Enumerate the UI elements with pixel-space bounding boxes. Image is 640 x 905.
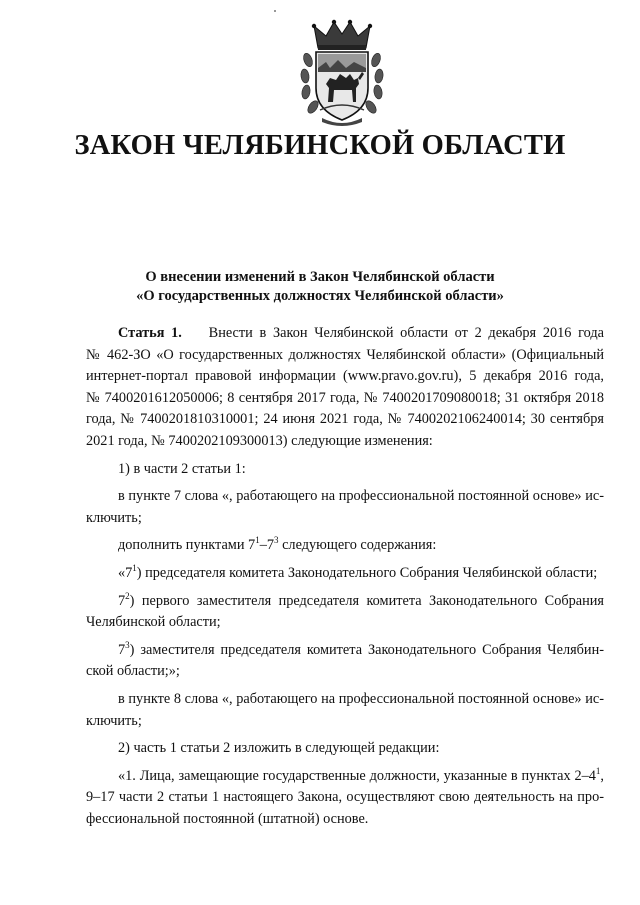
clause-line: ской области;»; <box>86 663 180 680</box>
clause-line <box>86 640 604 662</box>
article-number: Статья 1. <box>118 325 182 341</box>
law-title: ЗАКОН ЧЕЛЯБИНСКОЙ ОБЛАСТИ <box>74 130 566 161</box>
clause-7-2 <box>86 591 604 634</box>
coat-of-arms-icon <box>296 18 388 128</box>
article-line-3: интернет-портал правовой информации (www.pravo.gov.ru), 5 декабря 2016 года, <box>86 368 604 385</box>
clause-line <box>86 591 604 613</box>
clause-line <box>86 766 604 788</box>
clause-text: –7 <box>259 537 275 554</box>
clause-line: Челябинской области; <box>86 614 221 631</box>
item-clause-7-amend <box>86 486 604 529</box>
article-text-line: Внести в Закон Челябинской области от 2 декабря 2016 года <box>208 325 604 341</box>
superscript: 2 <box>125 590 130 601</box>
clause-text: 7 <box>118 641 126 658</box>
scan-speck <box>274 10 276 12</box>
superscript: 1 <box>595 765 601 776</box>
law-subject <box>0 268 640 306</box>
clause-text: дополнить пунктами 7 <box>118 537 256 554</box>
article-line-4: № 7400201612050006; 8 сентября 2017 года, № 7400201709080018; 31 октября 2018 <box>86 389 604 406</box>
subject-line-2: «О государственных должностях Челябинской области» <box>136 288 504 304</box>
article-line-5: года, № 7400201810310001; 24 июня 2021 года, № 7400202106240014; 30 сентября <box>86 411 604 428</box>
item-add-clauses <box>86 535 604 557</box>
article-line-2: № 462-ЗО «О государственных должностях Челябинской области» (Официальный <box>86 346 604 363</box>
clause-line: в пункте 7 слова «, работающего на профессиональной постоянной основе» ис- <box>118 488 604 505</box>
clause-text: ) первого заместителя председателя комитета Законодательного Собрания <box>129 592 604 609</box>
superscript: 3 <box>274 535 279 546</box>
clause-7-1 <box>86 563 604 585</box>
clause-text: следующего содержания: <box>278 537 437 554</box>
superscript: 1 <box>132 562 137 573</box>
article-1-paragraph <box>86 323 604 453</box>
clause-line: в пункте 8 слова «, работающего на профессиональной постоянной основе» ис- <box>118 690 604 707</box>
clause-text: 7 <box>118 592 126 609</box>
article-line-1 <box>86 323 604 345</box>
clause-text: ) председателя комитета Законодательного Собрания Челябинской области; <box>136 564 598 581</box>
item-1-heading: 1) в части 2 статьи 1: <box>118 460 246 477</box>
item-2-heading: 2) часть 1 статьи 2 изложить в следующей редакции: <box>118 740 440 757</box>
superscript: 1 <box>255 535 260 546</box>
clause-line: фессиональной постоянной (штатной) основе. <box>86 810 369 827</box>
superscript: 3 <box>125 639 130 650</box>
clause-line: 9–17 части 2 статьи 1 настоящего Закона, осуществляют свою деятельность на про- <box>86 789 604 806</box>
clause-text: ) заместителя председателя комитета Законодательного Собрания Челябин- <box>129 641 604 658</box>
article-body <box>86 323 604 836</box>
clause-7-3 <box>86 640 604 683</box>
subject-line-1: О внесении изменений в Закон Челябинской области <box>145 269 495 285</box>
clause-text: «7 <box>118 564 133 581</box>
clause-line: ключить; <box>86 712 142 729</box>
clause-line: ключить; <box>86 509 142 526</box>
item-clause-8-amend <box>86 689 604 732</box>
clause-text: , <box>600 767 604 784</box>
article-line-6: 2021 года, № 7400202109300013) следующие изменения: <box>86 432 433 449</box>
clause-text: «1. Лица, замещающие государственные должности, указанные в пунктах 2–4 <box>118 767 596 784</box>
article-2-new-text <box>86 766 604 831</box>
